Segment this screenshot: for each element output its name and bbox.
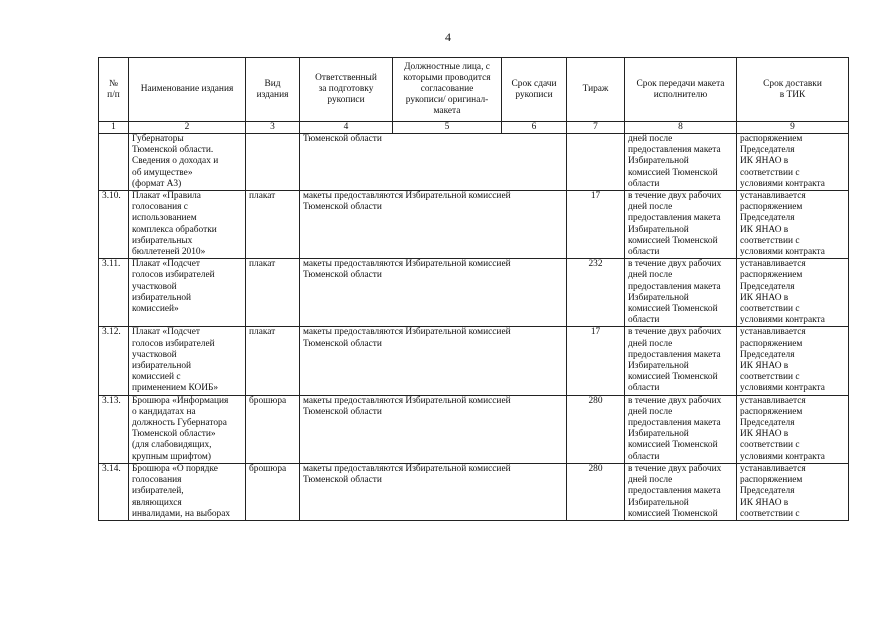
delivery-term: устанавливается распоряжением Председателя ИК ЯНАО в соответствии с условиями контракта — [737, 259, 849, 327]
circulation — [567, 134, 625, 191]
transfer-term: в течение двух рабочих дней после предоставления макета Избирательной комиссией Тюменской области — [625, 327, 737, 395]
column-number-row — [99, 122, 849, 134]
table-row — [99, 191, 849, 259]
row-number: 3.10. — [99, 191, 129, 259]
table-body — [99, 134, 849, 521]
publication-type: плакат — [246, 259, 300, 327]
column-header-7: Тираж — [567, 58, 625, 122]
row-number: 3.13. — [99, 395, 129, 463]
row-number: 3.14. — [99, 463, 129, 520]
transfer-term: в течение двух рабочих дней после предоставления макета Избирательной комиссией Тюменской области — [625, 395, 737, 463]
delivery-term: устанавливается распоряжением Председателя ИК ЯНАО в соответствии с — [737, 463, 849, 520]
delivery-term: распоряжением Председателя ИК ЯНАО в соответствии с условиями контракта — [737, 134, 849, 191]
table-row — [99, 395, 849, 463]
responsible-approvers: макеты предоставляются Избирательной комиссией Тюменской области — [300, 259, 567, 327]
publication-name: Плакат «Подсчет голосов избирателей участковой избирательной комиссией» — [129, 259, 246, 327]
transfer-term: в течение двух рабочих дней после предоставления макета Избирательной комиссией Тюменской области — [625, 259, 737, 327]
column-header-6: Срок сдачи рукописи — [502, 58, 567, 122]
publication-name: Брошюра «О порядке голосования избирателей, являющихся инвалидами, на выборах — [129, 463, 246, 520]
publication-type: брошюра — [246, 395, 300, 463]
table-row — [99, 327, 849, 395]
publication-name: Брошюра «Информация о кандидатах на должность Губернатора Тюменской области» (для слабовидящих, крупным шрифтом) — [129, 395, 246, 463]
column-number-5: 5 — [393, 122, 502, 134]
delivery-term: устанавливается распоряжением Председателя ИК ЯНАО в соответствии с условиями контракта — [737, 327, 849, 395]
circulation: 17 — [567, 327, 625, 395]
responsible-approvers: макеты предоставляются Избирательной комиссией Тюменской области — [300, 327, 567, 395]
column-header-8: Срок передачи макета исполнителю — [625, 58, 737, 122]
responsible-approvers: макеты предоставляются Избирательной комиссией Тюменской области — [300, 191, 567, 259]
row-number: 3.12. — [99, 327, 129, 395]
circulation: 232 — [567, 259, 625, 327]
column-number-8: 8 — [625, 122, 737, 134]
circulation: 280 — [567, 395, 625, 463]
publication-name: Плакат «Правила голосования с использованием комплекса обработки избирательных бюллетеней 2010» — [129, 191, 246, 259]
delivery-term: устанавливается распоряжением Председателя ИК ЯНАО в соответствии с условиями контракта — [737, 395, 849, 463]
page-number: 4 — [445, 30, 451, 44]
column-number-2: 2 — [129, 122, 246, 134]
publication-type — [246, 134, 300, 191]
transfer-term: дней после предоставления макета Избирательной комиссией Тюменской области — [625, 134, 737, 191]
column-number-6: 6 — [502, 122, 567, 134]
responsible-approvers: макеты предоставляются Избирательной комиссией Тюменской области — [300, 463, 567, 520]
transfer-term: в течение двух рабочих дней после предоставления макета Избирательной комиссией Тюменской — [625, 463, 737, 520]
publication-type: брошюра — [246, 463, 300, 520]
responsible-approvers: макеты предоставляются Избирательной комиссией Тюменской области — [300, 395, 567, 463]
transfer-term: в течение двух рабочих дней после предоставления макета Избирательной комиссией Тюменской области — [625, 191, 737, 259]
column-header-2: Наименование издания — [129, 58, 246, 122]
publication-type: плакат — [246, 327, 300, 395]
circulation: 280 — [567, 463, 625, 520]
column-header-1: № п/п — [99, 58, 129, 122]
table-row — [99, 259, 849, 327]
column-header-5: Должностные лица, с которыми проводится согласование рукописи/ оригинал- макета — [393, 58, 502, 122]
table-row — [99, 134, 849, 191]
publication-name: Губернаторы Тюменской области. Сведения о доходах и об имуществе» (формат А3) — [129, 134, 246, 191]
publication-type: плакат — [246, 191, 300, 259]
column-header-3: Вид издания — [246, 58, 300, 122]
responsible-approvers: Тюменской области — [300, 134, 567, 191]
column-number-4: 4 — [300, 122, 393, 134]
column-number-9: 9 — [737, 122, 849, 134]
header-row — [99, 58, 849, 122]
column-header-4: Ответственный за подготовку рукописи — [300, 58, 393, 122]
column-number-7: 7 — [567, 122, 625, 134]
column-number-3: 3 — [246, 122, 300, 134]
row-number — [99, 134, 129, 191]
column-header-9: Срок доставки в ТИК — [737, 58, 849, 122]
circulation: 17 — [567, 191, 625, 259]
column-number-1: 1 — [99, 122, 129, 134]
table-row — [99, 463, 849, 520]
publication-plan-table — [98, 57, 849, 521]
row-number: 3.11. — [99, 259, 129, 327]
publication-name: Плакат «Подсчет голосов избирателей участковой избирательной комиссией с применением КОИБ» — [129, 327, 246, 395]
delivery-term: устанавливается распоряжением Председателя ИК ЯНАО в соответствии с условиями контракта — [737, 191, 849, 259]
